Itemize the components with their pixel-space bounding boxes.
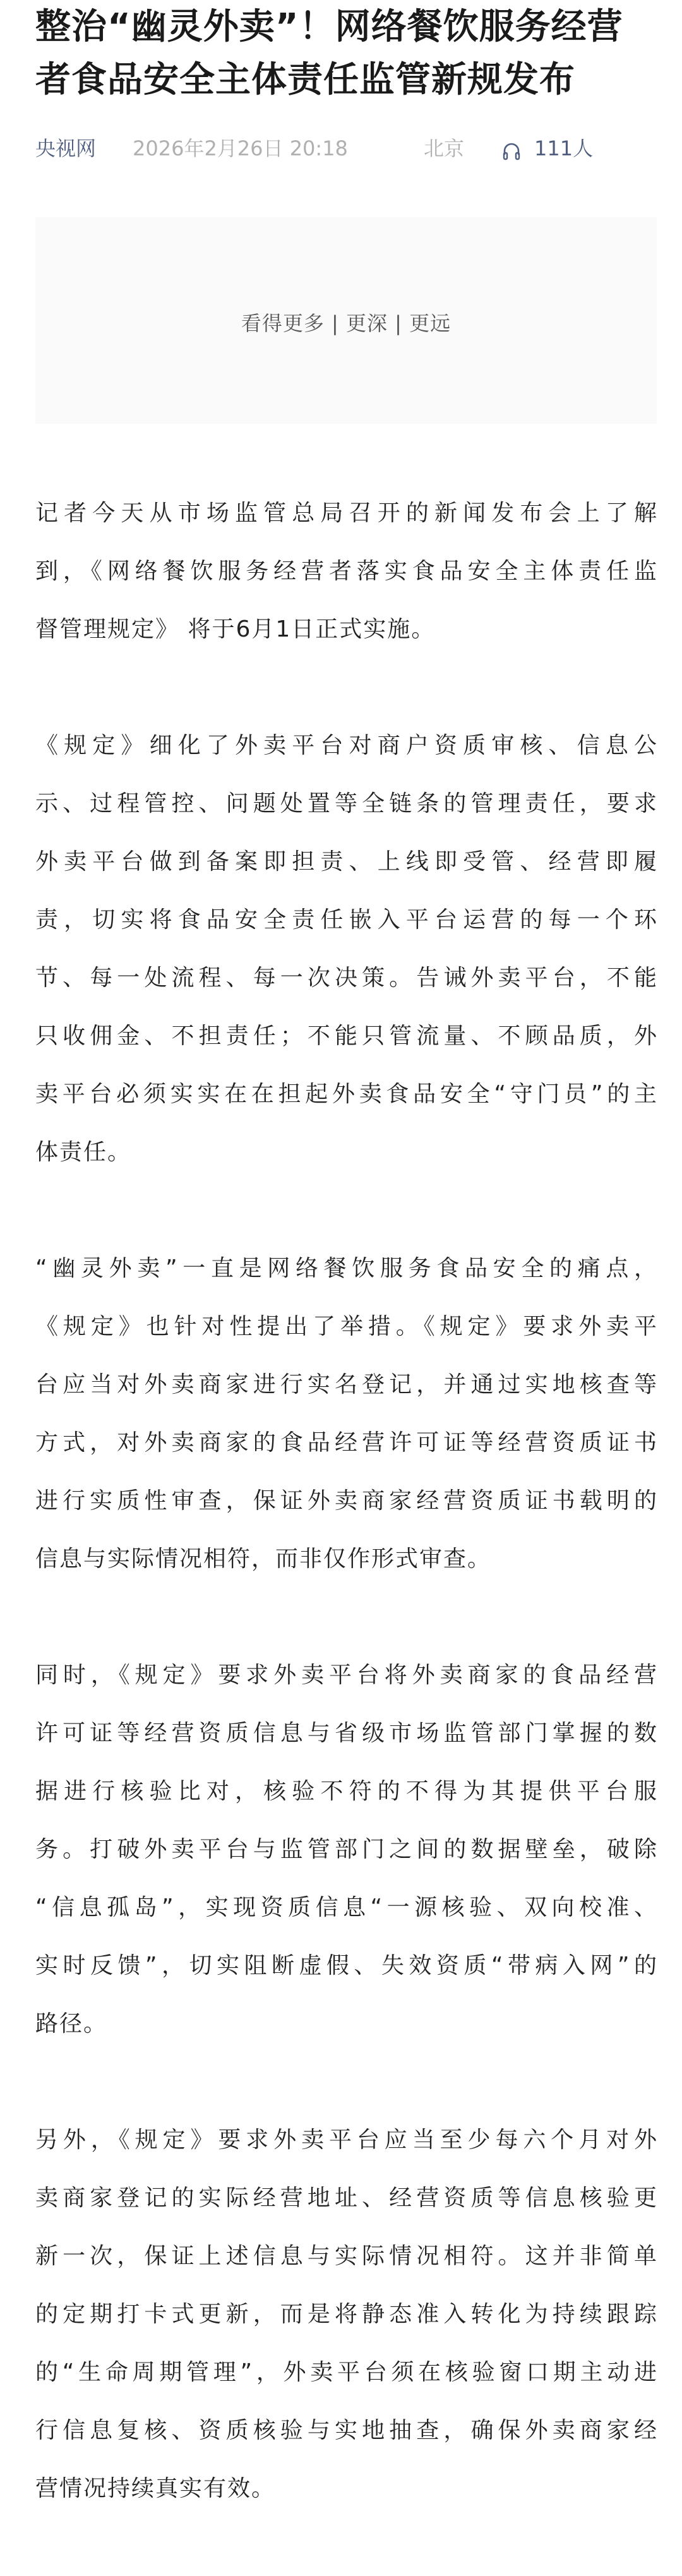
paragraph-line: “信息孤岛”，实现资质信息“一源核验、双向校准、: [35, 1895, 657, 1920]
paragraph-line: 行信息复核、资质核验与实地抽查，确保外卖商家经: [35, 2417, 657, 2443]
paragraph-line: 督管理规定》 将于6月1日正式实施。: [35, 616, 436, 642]
banner-slogan: 看得更多 | 更深 | 更远: [241, 311, 452, 335]
paragraph-line: 《规定》也针对性提出了举措。《规定》要求外卖平: [35, 1314, 657, 1339]
title-line: 者食品安全主体责任监管新规发布: [35, 59, 575, 100]
paragraph-line: 另外，《规定》要求外卖平台应当至少每六个月对外: [35, 2127, 657, 2153]
paragraph-line: 路径。: [35, 2011, 108, 2037]
headphones-icon[interactable]: [501, 138, 522, 159]
paragraph-line: 体责任。: [35, 1139, 132, 1165]
paragraph-line: 节、每一处流程、每一次决策。告诫外卖平台，不能: [35, 965, 657, 991]
article-title: [35, 1, 657, 107]
paragraph-line: 责，切实将食品安全责任嵌入平台运营的每一个环: [35, 907, 657, 933]
source-link[interactable]: 央视网: [35, 136, 97, 160]
paragraph-line: 只收佣金、不担责任；不能只管流量、不顾品质，外: [35, 1023, 657, 1049]
article-paragraph: [35, 1646, 657, 2053]
paragraph-line: 台应当对外卖商家进行实名登记，并通过实地核查等: [35, 1372, 657, 1398]
paragraph-line: 同时，《规定》要求外卖平台将外卖商家的食品经营: [35, 1662, 657, 1688]
paragraph-line: 据进行核验比对，核验不符的不得为其提供平台服: [35, 1778, 657, 1804]
paragraph-line: 务。打破外卖平台与监管部门之间的数据壁垒，破除: [35, 1836, 657, 1862]
paragraph-line: 示、过程管控、问题处置等全链条的管理责任，要求: [35, 791, 657, 817]
paragraph-line: 到，《网络餐饮服务经营者落实食品安全主体责任监: [35, 558, 657, 584]
paragraph-line: 许可证等经营资质信息与省级市场监管部门掌握的数: [35, 1720, 657, 1746]
paragraph-line: 新一次，保证上述信息与实际情况相符。这并非简单: [35, 2243, 657, 2269]
paragraph-line: 记者今天从市场监管总局召开的新闻发布会上了解: [35, 500, 657, 526]
banner-image: [35, 217, 657, 424]
paragraph-line: 卖商家登记的实际经营地址、经营资质等信息核验更: [35, 2185, 657, 2211]
paragraph-line: 的定期打卡式更新，而是将静态准入转化为持续跟踪: [35, 2301, 657, 2327]
listener-count[interactable]: 111人: [534, 136, 594, 160]
article-paragraph: [35, 2111, 657, 2518]
publish-datetime: 2026年2月26日 20:18: [133, 136, 348, 160]
article-meta: [35, 133, 657, 164]
paragraph-line: 卖平台必须实实在在担起外卖食品安全“守门员”的主: [35, 1081, 657, 1107]
paragraph-line: “幽灵外卖”一直是网络餐饮服务食品安全的痛点，: [35, 1255, 657, 1281]
paragraph-line: 《规定》细化了外卖平台对商户资质审核、信息公: [35, 733, 657, 758]
article-paragraph: [35, 717, 657, 1182]
article-body: [35, 484, 657, 2576]
paragraph-line: 进行实质性审查，保证外卖商家经营资质证书载明的: [35, 1488, 657, 1514]
paragraph-line: 方式，对外卖商家的食品经营许可证等经营资质证书: [35, 1430, 657, 1456]
paragraph-line: 信息与实际情况相符，而非仅作形式审查。: [35, 1546, 492, 1572]
article-paragraph: [35, 1240, 657, 1588]
title-line: 整治“幽灵外卖”！网络餐饮服务经营: [35, 6, 623, 47]
paragraph-line: 的“生命周期管理”，外卖平台须在核验窗口期主动进: [35, 2359, 657, 2385]
location: 北京: [424, 136, 465, 160]
article-paragraph: [35, 484, 657, 659]
paragraph-line: 外卖平台做到备案即担责、上线即受管、经营即履: [35, 849, 657, 875]
paragraph-line: 实时反馈”，切实阻断虚假、失效资质“带病入网”的: [35, 1953, 657, 1979]
paragraph-line: 营情况持续真实有效。: [35, 2476, 276, 2501]
